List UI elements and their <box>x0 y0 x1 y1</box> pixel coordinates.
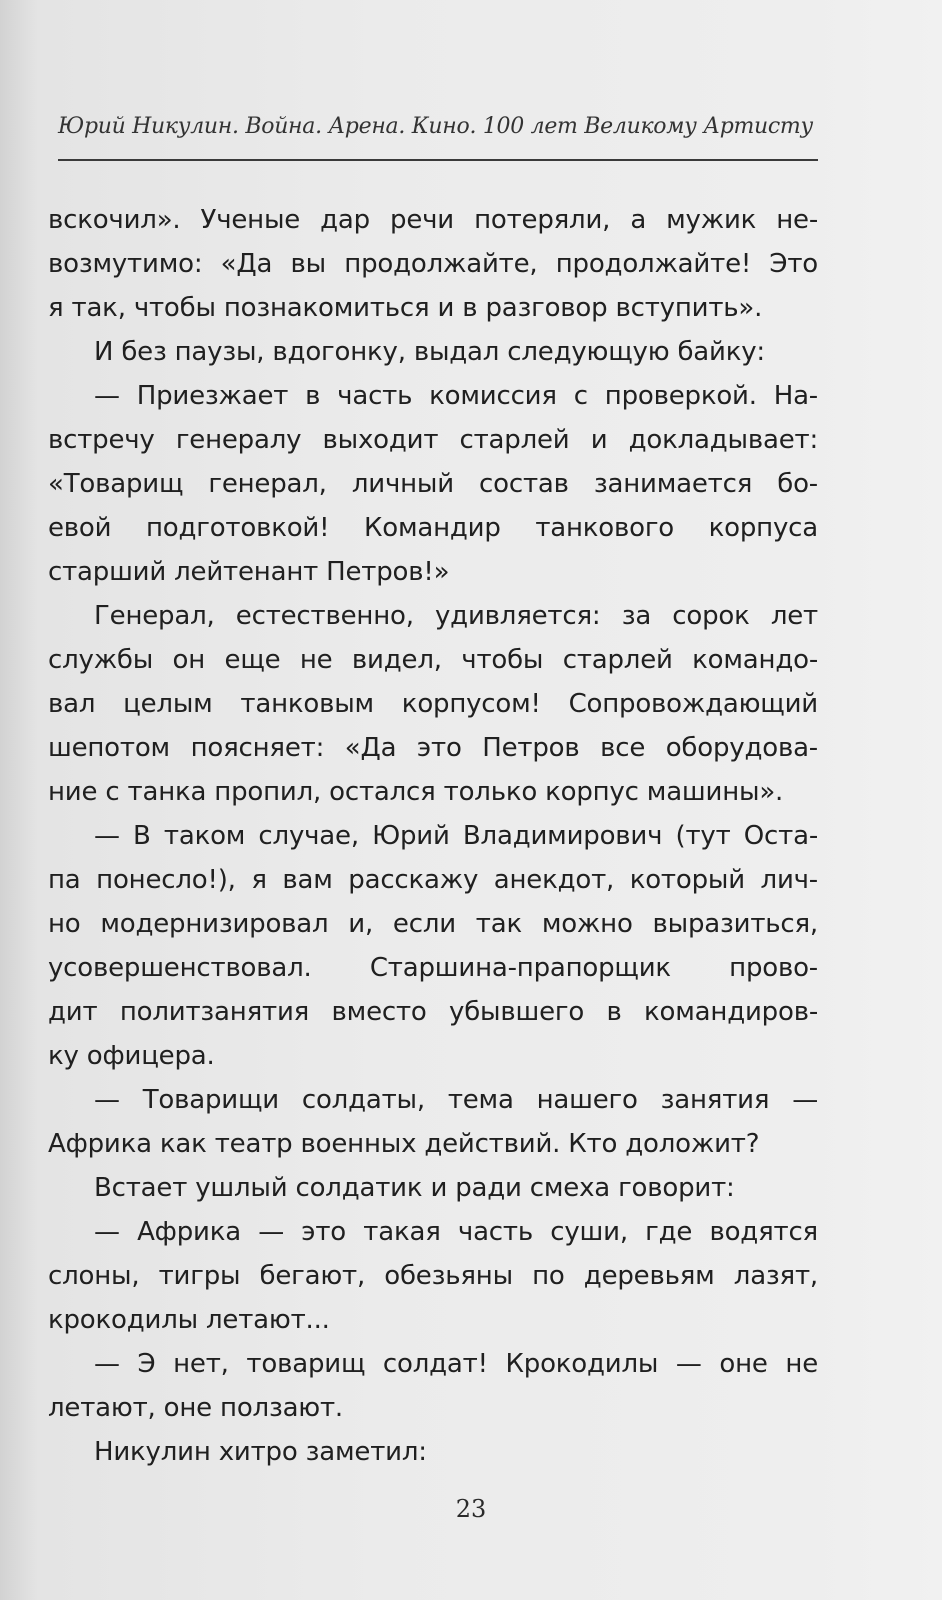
text-line: шепотом поясняет: «Да это Петров все оборудова- <box>48 733 818 763</box>
text-line: Генерал, естественно, удивляется: за сорок лет <box>94 601 818 631</box>
text-line: евой подготовкой! Командир танкового корпуса <box>48 513 818 543</box>
body-text <box>48 198 818 1474</box>
text-line: крокодилы летают... <box>48 1305 330 1335</box>
text-line: усовершенствовал. Старшина-прапорщик прово- <box>48 953 818 983</box>
text-line: службы он еще не видел, чтобы старлей командо- <box>48 645 818 675</box>
text-line: И без паузы, вдогонку, выдал следующую байку: <box>94 337 765 367</box>
text-line: — Африка — это такая часть суши, где водятся <box>94 1217 818 1247</box>
text-line: — В таком случае, Юрий Владимирович (тут Оста- <box>94 821 818 851</box>
text-line: па понесло!), я вам расскажу анекдот, который лич- <box>48 865 818 895</box>
text-line: вскочил». Ученые дар речи потеряли, а мужик не- <box>48 205 818 235</box>
text-line: встречу генералу выходит старлей и докладывает: <box>48 425 818 455</box>
text-line: — Приезжает в часть комиссия с проверкой. На- <box>94 381 818 411</box>
text-line: дит политзанятия вместо убывшего в командиров- <box>48 997 818 1027</box>
text-line: я так, чтобы познакомиться и в разговор вступить». <box>48 293 763 323</box>
text-line: Встает ушлый солдатик и ради смеха говорит: <box>94 1173 735 1203</box>
text-line: — Э нет, товарищ солдат! Крокодилы — оне не <box>94 1349 818 1379</box>
text-line: ние с танка пропил, остался только корпус машины». <box>48 777 784 807</box>
text-line: ку офицера. <box>48 1041 215 1071</box>
text-line: «Товарищ генерал, личный состав занимается бо- <box>48 469 818 499</box>
running-head-rule <box>58 159 818 161</box>
text-line: летают, оне ползают. <box>48 1393 344 1423</box>
page-number: 23 <box>455 1495 487 1523</box>
text-line: но модернизировал и, если так можно выразиться, <box>48 909 818 939</box>
text-line: слоны, тигры бегают, обезьяны по деревьям лазят, <box>48 1261 818 1291</box>
running-head: Юрий Никулин. Война. Арена. Кино. 100 лет Великому Артисту <box>58 114 813 139</box>
text-line: — Товарищи солдаты, тема нашего занятия — <box>94 1085 818 1115</box>
text-line: вал целым танковым корпусом! Сопровождающий <box>48 689 818 719</box>
text-line: Никулин хитро заметил: <box>94 1437 427 1467</box>
text-line: возмутимо: «Да вы продолжайте, продолжайте! Это <box>48 249 818 279</box>
text-line: Африка как театр военных действий. Кто доложит? <box>48 1129 760 1159</box>
text-line: старший лейтенант Петров!» <box>48 557 450 587</box>
